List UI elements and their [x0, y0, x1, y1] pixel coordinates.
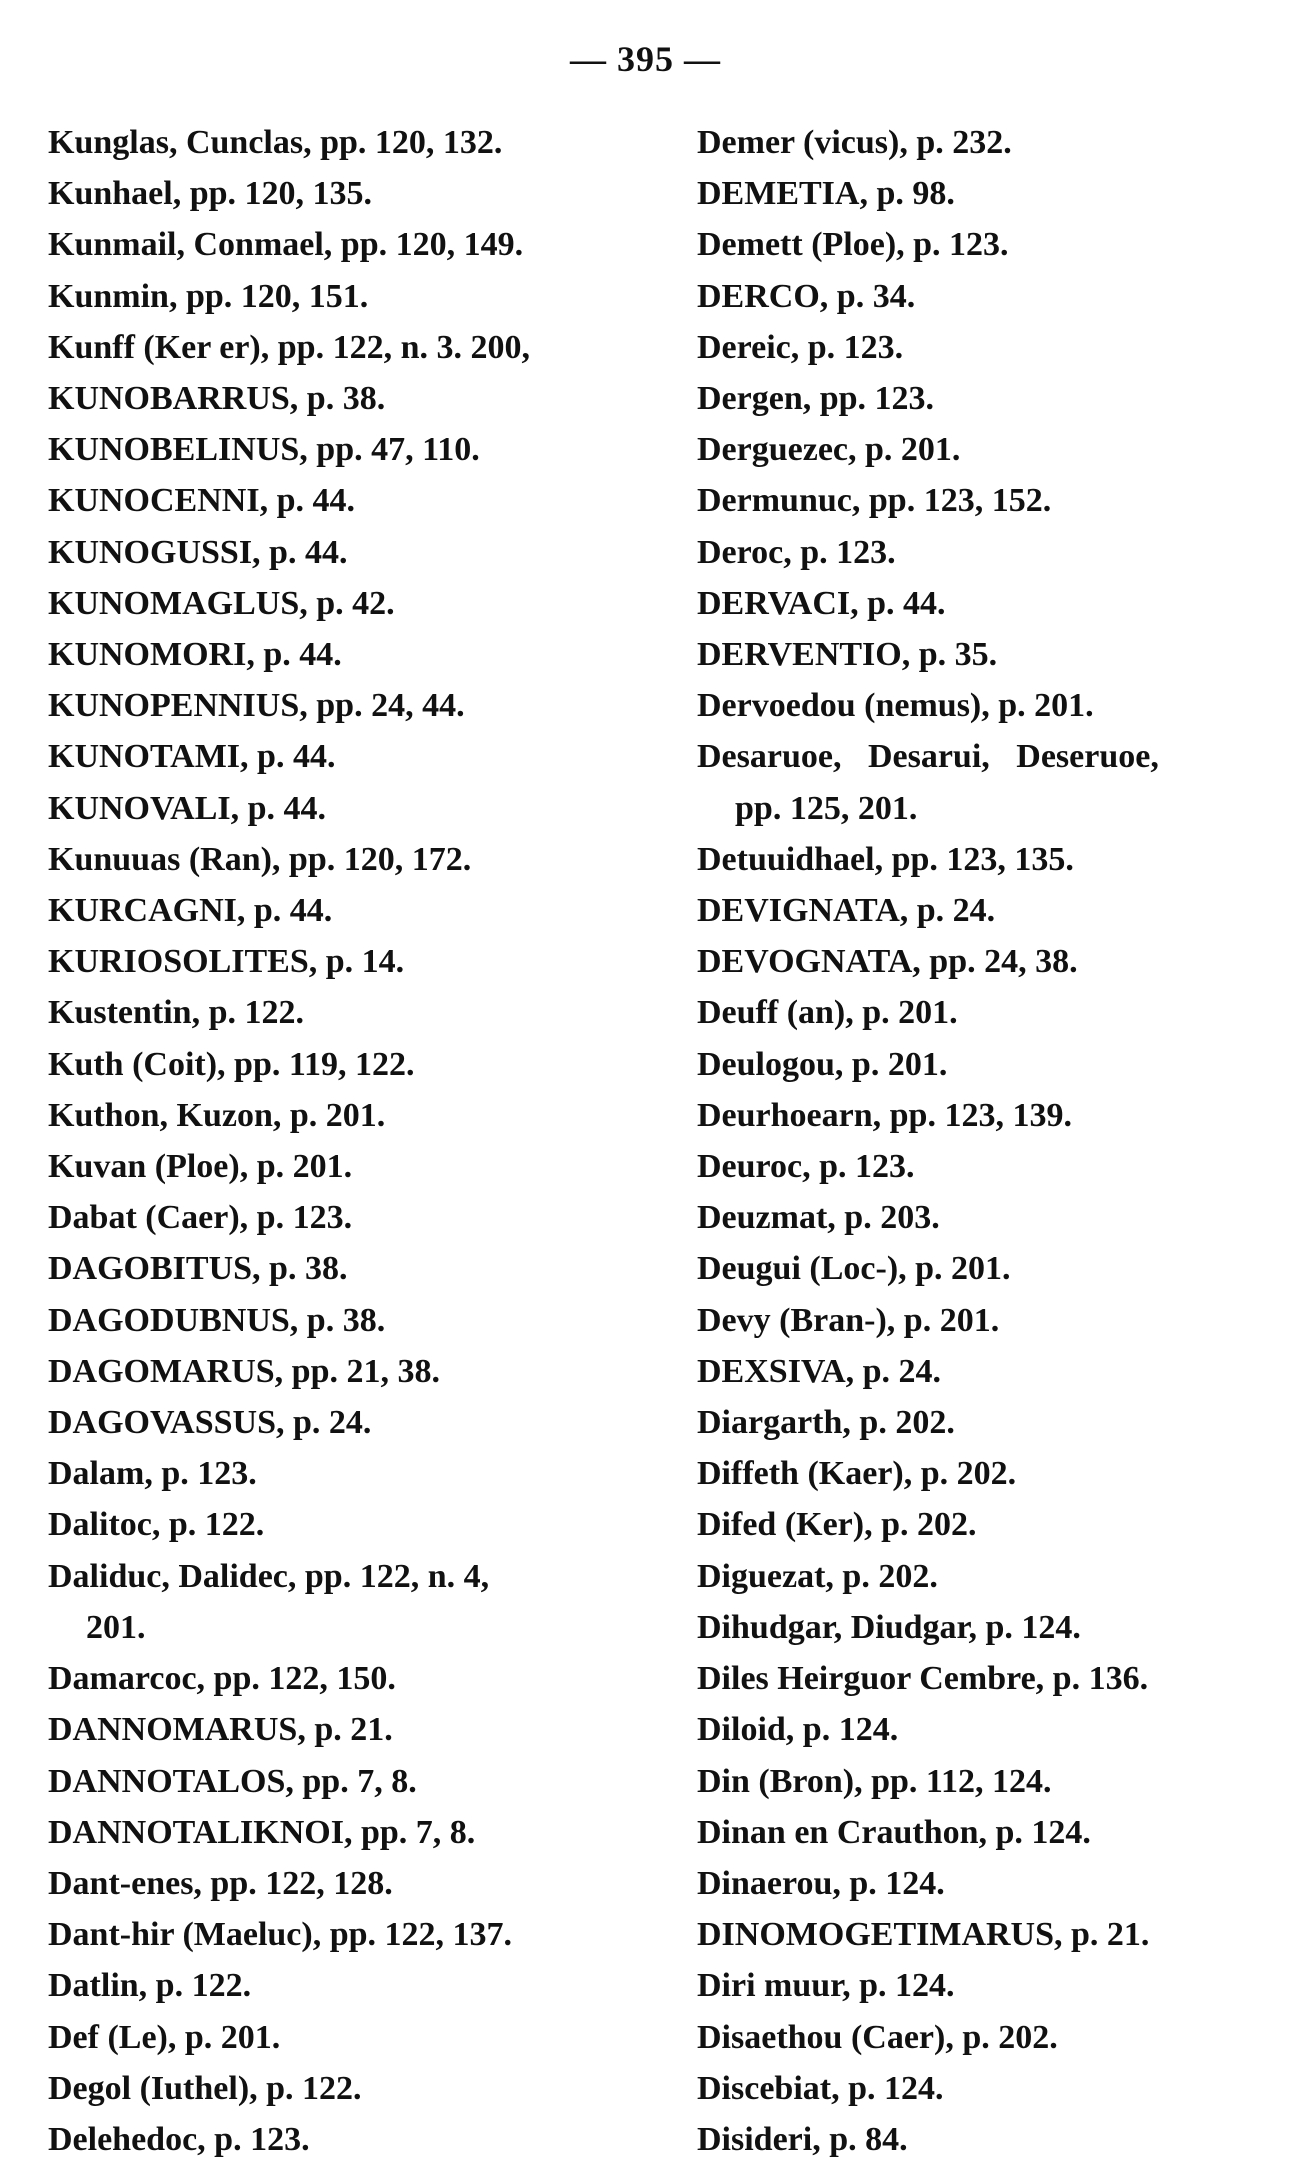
page-number: — 395 — — [570, 39, 721, 79]
index-entry: Detuuidhael, pp. 123, 135. — [697, 840, 1074, 878]
index-entry: Diri muur, p. 124. — [697, 1967, 955, 2005]
index-entry: Dalitoc, p. 122. — [48, 1506, 265, 1544]
index-entry: Kustentin, p. 122. — [48, 994, 304, 1032]
index-entry: Daliduc, Dalidec, pp. 122, n. 4, — [48, 1557, 490, 1595]
index-entry: DAGODUBNUS, p. 38. — [48, 1301, 386, 1339]
index-entry: Dervoedou (nemus), p. 201. — [697, 687, 1094, 725]
index-entry: Diles Heirguor Cembre, p. 136. — [697, 1660, 1149, 1698]
index-entry: Desaruoe, Desarui, Deseruoe, — [697, 738, 1159, 776]
index-entry: DANNOTALOS, pp. 7, 8. — [48, 1762, 417, 1800]
index-entry: DANNOMARUS, p. 21. — [48, 1711, 393, 1749]
index-entry: Difed (Ker), p. 202. — [697, 1506, 977, 1544]
index-entry: KURIOSOLITES, p. 14. — [48, 943, 405, 981]
index-entry: Diloid, p. 124. — [697, 1711, 899, 1749]
index-entry: Diguezat, p. 202. — [697, 1557, 938, 1595]
index-entry: KUNOMORI, p. 44. — [48, 636, 342, 674]
index-entry: DEVIGNATA, p. 24. — [697, 892, 996, 930]
index-entry: Deuzmat, p. 203. — [697, 1199, 940, 1237]
index-entry: Dant-hir (Maeluc), pp. 122, 137. — [48, 1916, 513, 1954]
index-entry: Din (Bron), pp. 112, 124. — [697, 1762, 1052, 1800]
index-entry: Deurhoearn, pp. 123, 139. — [697, 1096, 1072, 1134]
index-entry: Disaethou (Caer), p. 202. — [697, 2018, 1058, 2056]
index-entry: DEMETIA, p. 98. — [697, 175, 955, 213]
index-entry: Demer (vicus), p. 232. — [697, 124, 1012, 161]
index-entry: KUNOGUSSI, p. 44. — [48, 533, 348, 571]
index-entry: Deroc, p. 123. — [697, 533, 896, 571]
index-entry: Kunmail, Conmael, pp. 120, 149. — [48, 226, 524, 264]
index-entry: Kunuuas (Ran), pp. 120, 172. — [48, 840, 472, 878]
index-entry: DANNOTALIKNOI, pp. 7, 8. — [48, 1813, 476, 1851]
index-entry: Derguezec, p. 201. — [697, 431, 961, 469]
index-entry: KUNOVALI, p. 44. — [48, 789, 327, 827]
index-entry: Dereic, p. 123. — [697, 328, 904, 366]
index-entry: Dabat (Caer), p. 123. — [48, 1199, 353, 1237]
index-entry: Kuth (Coit), pp. 119, 122. — [48, 1045, 415, 1083]
index-entry: Kuthon, Kuzon, p. 201. — [48, 1096, 386, 1134]
index-entry: DAGOVASSUS, p. 24. — [48, 1404, 372, 1442]
index-entry: KURCAGNI, p. 44. — [48, 892, 333, 930]
index-entry: Kunff (Ker er), pp. 122, n. 3. 200, — [48, 328, 530, 366]
index-entry: Diffeth (Kaer), p. 202. — [697, 1455, 1017, 1493]
index-entry: Devy (Bran-), p. 201. — [697, 1301, 1000, 1339]
index-entry: Dihudgar, Diudgar, p. 124. — [697, 1608, 1081, 1646]
index-entry: Kuvan (Ploe), p. 201. — [48, 1148, 353, 1186]
index-entry: Dinan en Crauthon, p. 124. — [697, 1813, 1091, 1851]
index-entry: Dinaerou, p. 124. — [697, 1864, 945, 1902]
index-entry: Demett (Ploe), p. 123. — [697, 226, 1009, 264]
index-entry: Damarcoc, pp. 122, 150. — [48, 1660, 396, 1698]
index-entry: Disideri, p. 84. — [697, 2120, 908, 2158]
index-entry: Dalam, p. 123. — [48, 1455, 257, 1493]
index-entry: DERVENTIO, p. 35. — [697, 636, 998, 674]
index-entry: KUNOCENNI, p. 44. — [48, 482, 355, 520]
index-entry: Deugui (Loc-), p. 201. — [697, 1250, 1011, 1288]
index-entry-continuation: 201. — [86, 1608, 146, 1646]
index-entry: Dant-enes, pp. 122, 128. — [48, 1864, 393, 1902]
index-entry: Datlin, p. 122. — [48, 1967, 252, 2005]
index-entry: DERCO, p. 34. — [697, 277, 916, 315]
index-entry: KUNOBELINUS, pp. 47, 110. — [48, 431, 480, 469]
index-entry: Degol (Iuthel), p. 122. — [48, 2069, 362, 2107]
index-column-left — [48, 117, 648, 2165]
index-entry: Dergen, pp. 123. — [697, 380, 935, 418]
index-entry: Dermunuc, pp. 123, 152. — [697, 482, 1052, 520]
index-entry: Diargarth, p. 202. — [697, 1404, 955, 1442]
index-column-right — [697, 117, 1291, 2165]
index-entry: Delehedoc, p. 123. — [48, 2120, 310, 2158]
index-entry: KUNOMAGLUS, p. 42. — [48, 584, 395, 622]
index-entry: DAGOMARUS, pp. 21, 38. — [48, 1352, 440, 1390]
index-entry: KUNOTAMI, p. 44. — [48, 738, 336, 776]
index-entry: DERVACI, p. 44. — [697, 584, 946, 622]
index-entry: DEVOGNATA, pp. 24, 38. — [697, 943, 1078, 981]
index-entry-continuation: pp. 125, 201. — [735, 789, 918, 827]
index-entry: Deulogou, p. 201. — [697, 1045, 948, 1083]
index-entry: Discebiat, p. 124. — [697, 2069, 944, 2107]
index-entry: Kunglas, Cunclas, pp. 120, 132. — [48, 124, 503, 161]
index-entry: DEXSIVA, p. 24. — [697, 1352, 942, 1390]
index-entry: DINOMOGETIMARUS, p. 21. — [697, 1916, 1150, 1954]
index-entry: DAGOBITUS, p. 38. — [48, 1250, 348, 1288]
index-entry: KUNOBARRUS, p. 38. — [48, 380, 386, 418]
index-entry: KUNOPENNIUS, pp. 24, 44. — [48, 687, 465, 725]
index-entry: Deuroc, p. 123. — [697, 1148, 915, 1186]
index-entry: Def (Le), p. 201. — [48, 2018, 281, 2056]
index-entry: Kunmin, pp. 120, 151. — [48, 277, 369, 315]
index-entry: Kunhael, pp. 120, 135. — [48, 175, 373, 213]
index-entry: Deuff (an), p. 201. — [697, 994, 958, 1032]
